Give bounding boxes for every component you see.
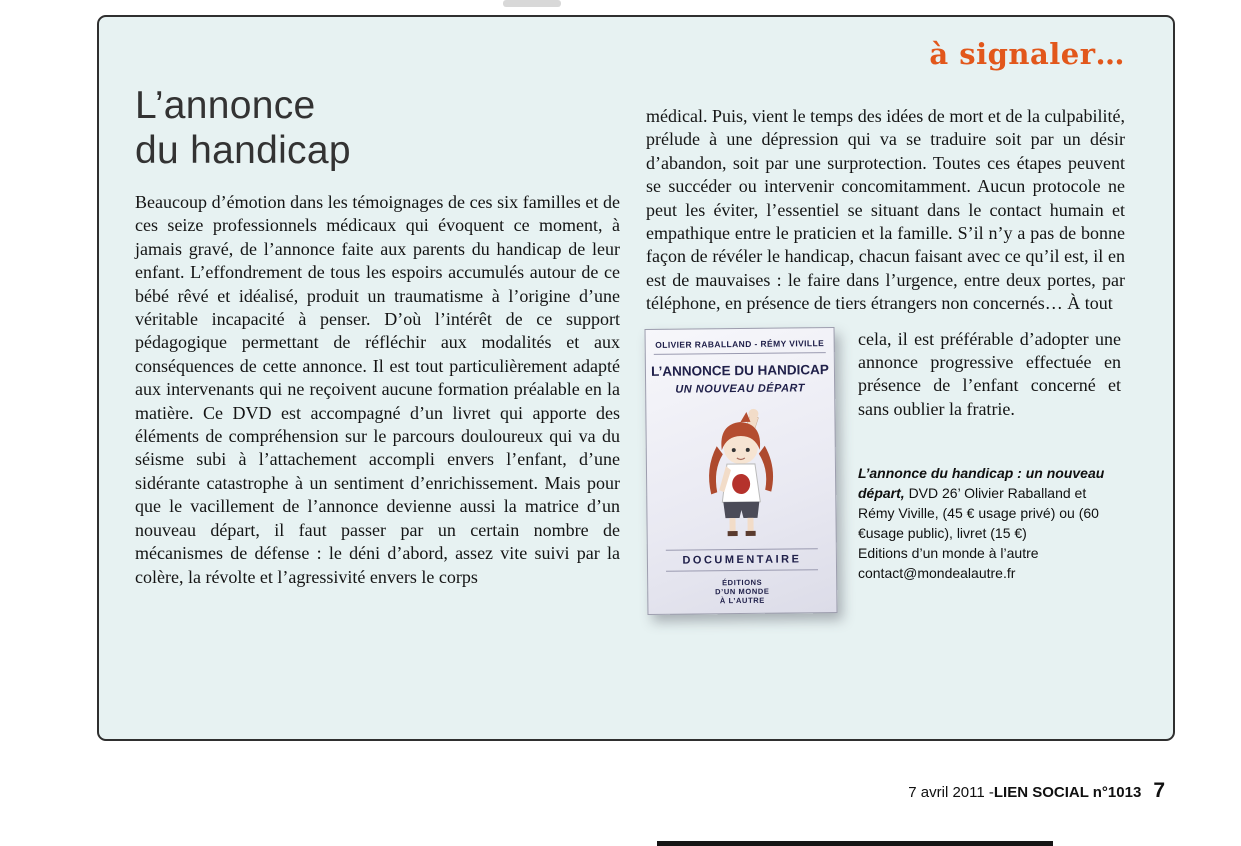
left-column <box>135 83 620 614</box>
footer-journal-name: LIEN SOCIAL n°1013 <box>993 784 1142 801</box>
article-title-line2: du handicap <box>135 129 351 172</box>
dvd-cover-art <box>680 394 802 549</box>
article-body-wrap: cela, il est préférable d’adopter une annonce progressive effectuée en présence de l’enfant concerné et sans oublier la fratrie. <box>857 328 1121 419</box>
dvd-section <box>646 328 1125 614</box>
article-frame <box>97 15 1175 741</box>
dvd-cover-genre: DOCUMENTAIRE <box>666 548 818 572</box>
caption-email: contact@mondealautre.fr <box>857 565 1016 582</box>
dvd-cover-publisher-line3: À L’AUTRE <box>719 595 765 605</box>
dvd-caption <box>858 463 1121 583</box>
dvd-cover-publisher-line2: D’UN MONDE <box>715 586 770 596</box>
article-body-left: Beaucoup d’émotion dans les témoignages de ces six familles et de ces seize professionnels médicaux qui évoquent ce moment, à jamais gravé, de l’annonce faite aux parents du handicap de leur enfant. L’effondrement de tous les espoirs accumulés autour de ce bébé rêvé et idéalisé, produit un traumatisme à l’origine d’une véritable incapacité à penser. D’où l’intérêt de ce support pédagogique permettant de réfléchir aux modalités et aux conséquences de cette annonce. Il est tout particulièrement adapté aux intervenants qui ne reçoivent aucune formation préalable en la matière. Ce DVD est accompagné d’un livret qui apporte des éléments de compréhension sur le parcours douloureux qui va du séisme subi à l’attachement accompli envers l’enfant, d’une sidérante catastrophe à un sentiment d’enrichissement. Mais pour que le vacillement de l’annonce devienne aussi la matrice d’un nouveau départ, il faut passer par un certain nombre de mécanismes de défense : le déni d’abord, assez vite suivi par la colère, la révolte et l’agressivité envers le corps <box>135 192 620 587</box>
dvd-cover-publisher-logo <box>715 577 770 605</box>
right-column <box>646 83 1125 614</box>
dvd-cover-publisher-line1: ÉDITIONS <box>721 577 763 587</box>
section-label: à signaler… <box>929 37 1125 71</box>
footer-page-number: 7 <box>1153 779 1165 802</box>
dvd-cover <box>644 327 837 615</box>
caption-body: DVD 26’ Olivier Raballand et Rémy Viville, (45 € usage privé) ou (60 €usage public), livret (15 €) <box>857 485 1099 542</box>
article-title-line1: L’annonce <box>135 84 316 127</box>
dvd-cover-authors: OLIVIER RABALLAND - RÉMY VIVILLE <box>654 338 826 355</box>
dvd-cover-subtitle: UN NOUVEAU DÉPART <box>675 381 806 396</box>
article-body-right: médical. Puis, vient le temps des idées de mort et de la culpabilité, prélude à une dépression qui va se traduire soit par un désir d’abandon, soit par une surprotection. Toutes ces étapes peuvent se succéder ou intervenir concomitamment. Aucun protocole ne peut les éviter, l’essentiel se situant dans le contact humain et empathique entre le praticien et la famille. S’il n’y a pas de bonne façon de révéler le handicap, chacun faisant avec ce qu’il est, il en est de mauvaises : le faire dans l’urgence, entre deux portes, par téléphone, en présence de tiers étrangers non concernés… À tout <box>645 106 1125 314</box>
caption-lead: L’annonce du handicap : un nouveau départ, <box>857 465 1105 502</box>
page-footer <box>908 779 1165 803</box>
scan-artifact-bottom <box>657 841 1053 846</box>
dvd-side-column <box>858 328 1121 614</box>
manga-girl-illustration <box>680 405 801 538</box>
article-columns <box>135 83 1125 614</box>
scan-artifact-top <box>503 0 561 7</box>
footer-date: 7 avril 2011 - <box>908 784 994 801</box>
dvd-cover-title: L’ANNONCE DU HANDICAP <box>650 361 829 379</box>
article-title <box>135 83 620 173</box>
caption-main <box>858 463 1121 543</box>
caption-publisher: Editions d’un monde à l’autre <box>857 545 1039 562</box>
